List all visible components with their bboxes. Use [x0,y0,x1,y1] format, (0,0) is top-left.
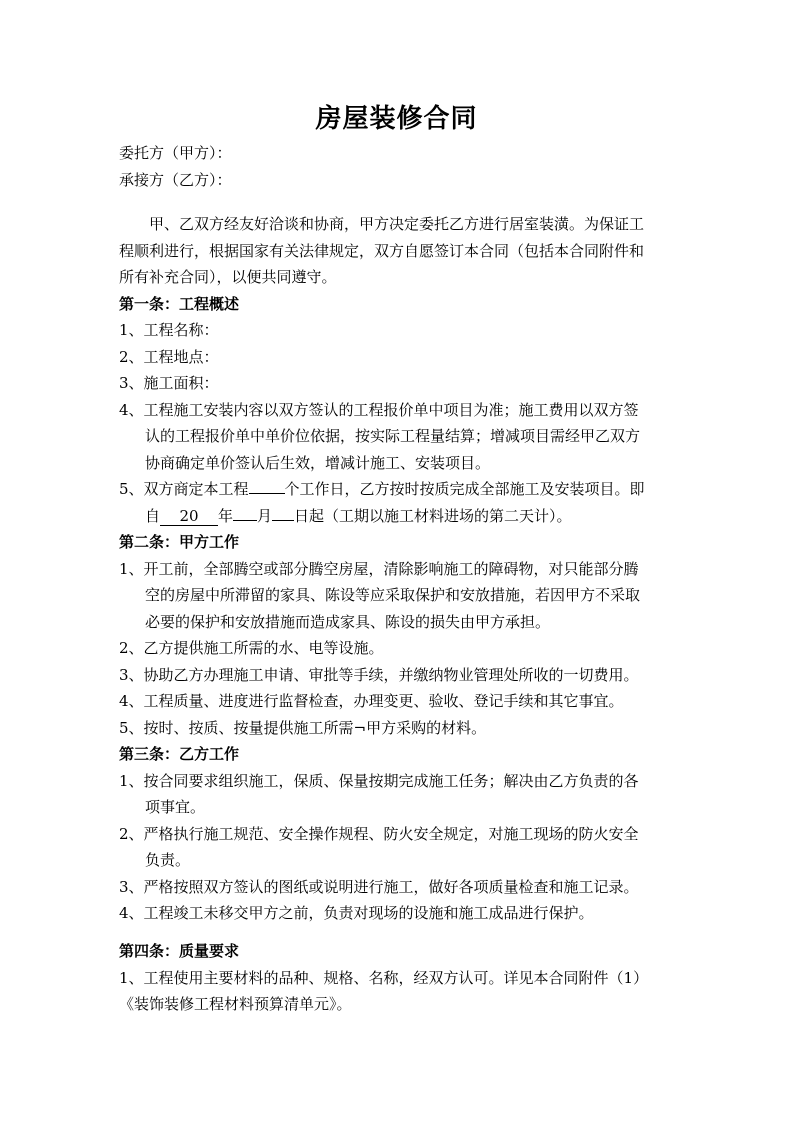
article-2-item-4: 4、工程质量、进度进行监督检查，办理变更、验收、登记手续和其它事宜。 [119,692,624,710]
item-5-text: 年 [218,506,234,525]
article-3-heading: 第三条：乙方工作 [119,745,240,763]
article-3-item-1-cont: 项事宜。 [145,798,206,816]
article-3-item-2: 2、严格执行施工规范、安全操作规程、防火安全规定，对施工现场的防火安全 [119,824,639,843]
preamble-line: 所有补充合同），以便共同遵守。 [119,268,337,286]
article-4-item-1-cont: 《装饰装修工程材料预算清单元》。 [119,995,352,1013]
article-1-item-4-cont: 协商确定单价签认后生效，增减计施工、安装项目。 [145,453,491,472]
article-1-item-1: 1、工程名称： [119,321,219,339]
start-day-blank [272,520,294,521]
article-2-item-2: 2、乙方提供施工所需的水、电等设施。 [119,639,384,657]
article-4-item-1: 1、工程使用主要材料的品种、规格、名称，经双方认可。详见本合同附件（1） [119,968,649,987]
item-5-text: 日起（工期以施工材料进场的第二天计）。 [294,506,572,525]
preamble-line: 程顺利进行，根据国家有关法律规定，双方自愿签订本合同（包括本合同附件和 [119,241,645,260]
article-1-item-5 [119,476,679,503]
article-1-item-2: 2、工程地点： [119,347,219,366]
item-5-text: 自 [145,506,161,525]
contract-body [119,211,679,927]
article-1-item-5-cont [119,503,679,530]
article-1-item-4-cont: 认的工程报价单中单价位依据，按实际工程量结算；增减项目需经甲乙双方 [145,427,641,445]
article-4-heading: 第四条：质量要求 [119,942,240,960]
article-2-item-5: 5、按时、按质、按量提供施工所需¬甲方采购的材料。 [119,718,487,737]
article-2-item-3: 3、协助乙方办理施工申请、审批等手续，并缴纳物业管理处所收的一切费用。 [119,665,639,684]
article-2-item-1-cont: 空的房屋中所滞留的家具、陈设等应采取保护和安放措施，若因甲方不采取 [145,586,641,604]
start-month-blank [233,520,257,521]
document-title: 房屋装修合同 [315,104,478,134]
article-2-item-1: 1、开工前，全部腾空或部分腾空房屋，清除影响施工的障碍物，对只能部分腾 [119,559,639,578]
item-5-text: 个工作日，乙方按时按质完成全部施工及安装项目。即 [284,480,645,498]
parties-section [119,140,679,193]
article-3-item-3: 3、严格按照双方签认的图纸或说明进行施工，做好各项质量检查和施工记录。 [119,877,639,896]
article-1-item-4: 4、工程施工安装内容以双方签认的工程报价单中项目为准；施工费用以双方签 [119,400,639,419]
article-3-item-2-cont: 负责。 [145,851,191,869]
preamble-line: 甲、乙双方经友好洽谈和协商，甲方决定委托乙方进行居室装潢。为保证工 [149,215,645,233]
item-5-text: 月 [257,506,273,525]
article-2-heading: 第二条：甲方工作 [119,533,240,551]
client-party-label: 委托方（甲方）： [119,144,232,162]
start-year-blank: 20 [160,507,218,526]
article-1-heading: 第一条：工程概述 [119,294,240,313]
item-5-text: 5、双方商定本工程 [119,480,249,498]
article-4-section [119,938,679,1018]
article-2-item-1-cont: 必要的保护和安放措施而造成家具、陈设的损失由甲方承担。 [145,612,551,631]
article-3-item-1: 1、按合同要求组织施工，保质、保量按期完成施工任务；解决由乙方负责的各 [119,771,639,790]
work-days-blank [249,493,285,494]
article-3-item-4: 4、工程竣工未移交甲方之前，负责对现场的设施和施工成品进行保护。 [119,904,594,922]
contractor-party-label: 承接方（乙方）： [119,170,232,189]
article-1-item-3: 3、施工面积： [119,374,219,392]
